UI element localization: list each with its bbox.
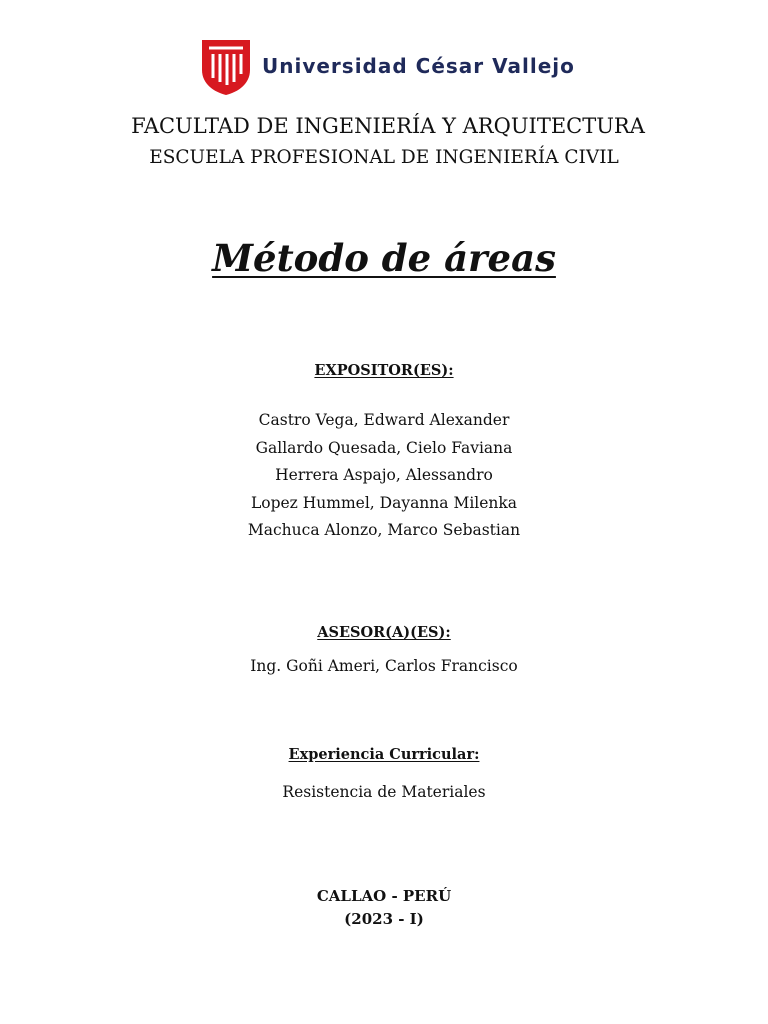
presenter-name: Gallardo Quesada, Cielo Faviana — [255, 438, 513, 457]
course-label: Experiencia Curricular: — [288, 746, 480, 763]
course-name: Resistencia de Materiales — [282, 783, 486, 801]
advisors-label: ASESOR(A)(ES): — [317, 624, 451, 641]
presenters-list — [0, 407, 768, 545]
faculty-heading: FACULTAD DE INGENIERÍA Y ARQUITECTURA — [131, 114, 645, 138]
presenters-label: EXPOSITOR(ES): — [314, 362, 454, 379]
presenter-name: Castro Vega, Edward Alexander — [258, 411, 510, 429]
location-text: CALLAO - PERÚ — [316, 887, 452, 905]
document-title: Método de áreas — [212, 236, 556, 280]
presenter-name: Herrera Aspajo, Alessandro — [275, 466, 493, 484]
presenter-name: Machuca Alonzo, Marco Sebastian — [247, 521, 521, 539]
presenter-name: Lopez Hummel, Dayanna Milenka — [250, 493, 518, 512]
advisor-name: Ing. Goñi Ameri, Carlos Francisco — [250, 657, 518, 675]
ucv-shield-icon — [200, 38, 252, 96]
university-name: Universidad César Vallejo — [262, 54, 575, 78]
school-heading: ESCUELA PROFESIONAL DE INGENIERÍA CIVIL — [149, 147, 619, 168]
term-text: (2023 - I) — [344, 910, 424, 928]
university-logo — [200, 38, 575, 96]
